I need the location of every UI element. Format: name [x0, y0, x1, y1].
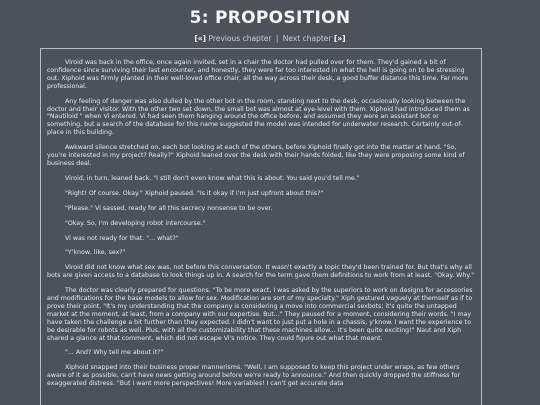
chapter-title: 5: PROPOSITION	[189, 8, 351, 28]
paragraph: Viroid did not know what sex was, not before this conversation. It wasn't exactly a topic they'd been trained for. But that's why all bots are given access to a database to look things up in. A search for the term gave them definitions to work from at least. "Okay. Why."	[47, 264, 474, 280]
paragraph: Viroid, in turn, leaned back. "I still don't even know what this is about. You said you'd tell me."	[65, 174, 360, 182]
paragraph: Xiphoid snapped into their business proper mannerisms. "Well, I am supposed to keep this project under wraps, as few others aware of it as possible, can't have news getting around before we're ready to announce." And then quickly dropped the stiffness for exaggerated distress. "But I want more perspectives! More variables! I can't get accurate data	[47, 364, 461, 388]
paragraph: Any feeling of danger was also dulled by the other bot in the room, standing next to the desk, occasionally looking between the doctor and their visitor. With the other two set down, the small bot was almost at eye-level with them. Xiphoid had introduced them as "Nautiloid " when Vi entered. Vi had seen them hanging around the office before, and assumed they were an assistant bot or something, but a search of the database for this name suggested the model was intended for underwater research. Certainly out-of-place in this building.	[47, 97, 470, 137]
paragraph: The doctor was clearly prepared for questions. "To be more exact, I was asked by the superiors to work on designs for accessories and modifications for the base models to allow for sex. Modification are sort of my specialty." Xiph gestured vaguely at themself as if to prove their point. "It's my understanding that the company is considering a move into commercial sexbots; it's quite the untapped market at the moment, at least, from a company with our expertise. But..." They paused for a moment, considering their words. "I may have taken the challenge a bit further than they expected. I didn't want to just put a hole in a chassis, y'know. I want the experience to be desirable for robots as well. Plus, with all the customizability that these machines allow... It's been quite exciting!" Naut and Xiph shared a glance at that comment, which did not escape Vi's notice. They could figure out what that meant.	[47, 287, 473, 342]
next-chapter-link[interactable]: Next chapter	[282, 34, 332, 43]
paragraph: "Please." Vi sassed, ready for all this secrecy nonsense to be over.	[65, 204, 273, 212]
prev-arrow[interactable]: [«]	[194, 34, 207, 43]
nav-separator: |	[275, 34, 279, 43]
paragraph: "Okay. So, I'm developing robot intercourse."	[65, 219, 206, 227]
paragraph: "... And? Why tell me about it?"	[65, 349, 164, 357]
chapter-nav	[0, 34, 540, 43]
previous-chapter-link[interactable]: Previous chapter	[208, 34, 272, 43]
paragraph: Awkward silence stretched on, each bot looking at each of the others, before Xiphoid finally got into the matter at hand. "So, you're interested in my project? Really?" Xiphoid leaned over the desk with their hands folded, like they were proposing some kind of business deal.	[47, 144, 465, 167]
paragraph: Viroid was back in the office, once again invited, set in a chair the doctor had pulled over for them. They'd gained a bit of confidence since surviving their last encounter, and honestly, they were far too interested in what the hell is going on to be stressing out. Xiphoid was firmly planted in their well-loved office chair, all the way across their desk, a good buffer distance this time. Far more professional.	[47, 59, 469, 90]
next-arrow[interactable]: [»]	[333, 34, 346, 43]
paragraph: "Y'know, like, sex?"	[65, 249, 126, 257]
paragraph: "Right! Of course. Okay." Xiphoid paused. "Is it okay if I'm just upfront about this?"	[65, 189, 324, 197]
chapter-text	[40, 48, 482, 405]
paragraph: Vi was not ready for that. "... what?"	[65, 234, 179, 242]
